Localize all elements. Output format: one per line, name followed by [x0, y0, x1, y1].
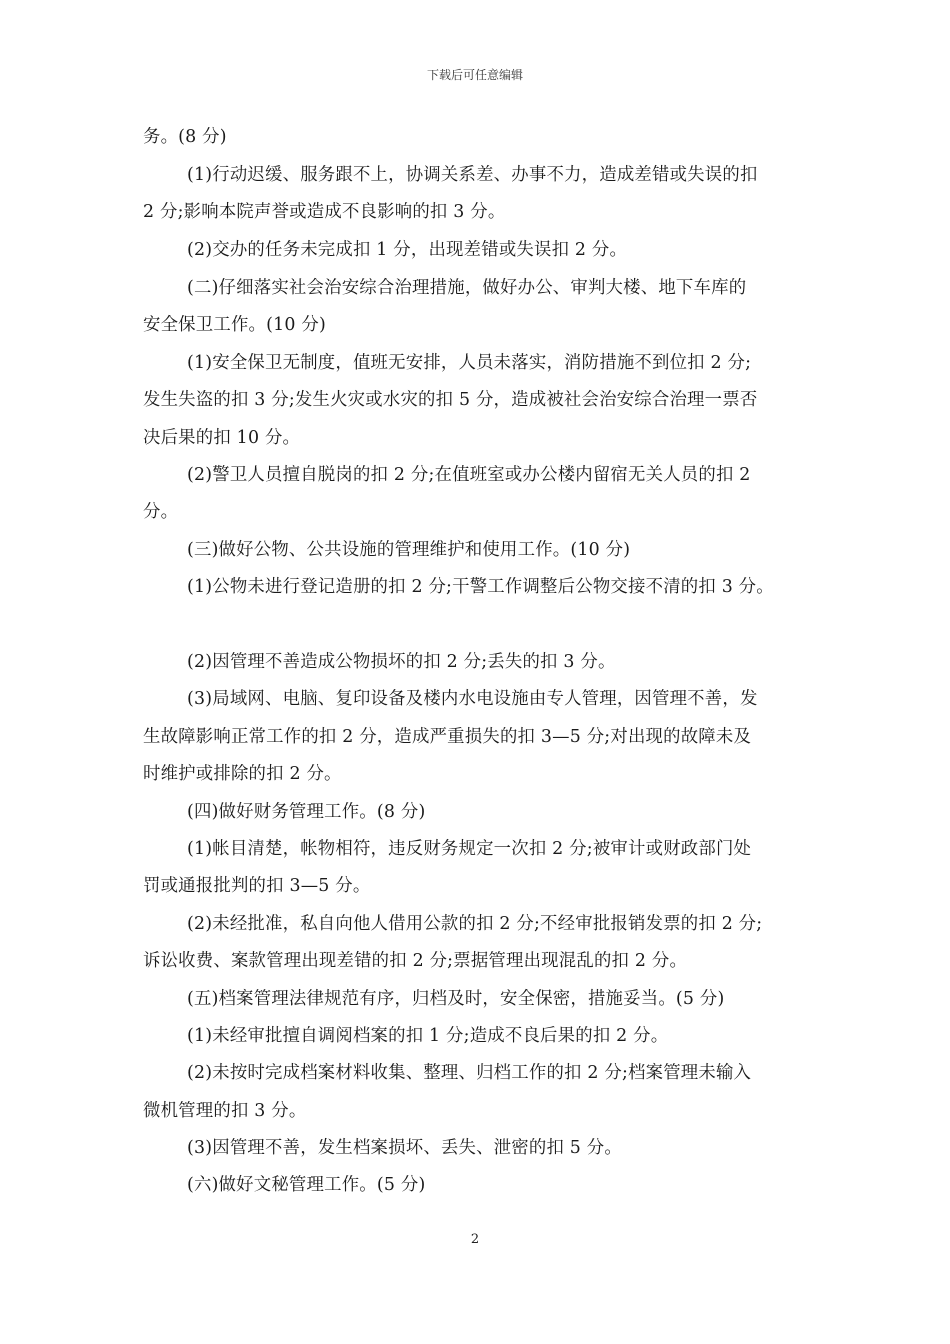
text-line: (2)因管理不善造成公物损坏的扣 2 分;丢失的扣 3 分。 — [187, 652, 616, 672]
text-line: 诉讼收费、案款管理出现差错的扣 2 分;票据管理出现混乱的扣 2 分。 — [143, 951, 688, 971]
text-line: (3)因管理不善，发生档案损坏、丢失、泄密的扣 5 分。 — [187, 1138, 622, 1158]
text-line: (2)未经批准，私自向他人借用公款的扣 2 分;不经审批报销发票的扣 2 分; — [187, 914, 763, 934]
text-line: (六)做好文秘管理工作。(5 分) — [187, 1175, 426, 1195]
page-header: 下载后可任意编辑 — [426, 68, 523, 82]
text-line: (2)警卫人员擅自脱岗的扣 2 分;在值班室或办公楼内留宿无关人员的扣 2 — [187, 465, 751, 485]
text-line: (二)仔细落实社会治安综合治理措施，做好办公、审判大楼、地下车库的 — [187, 278, 747, 298]
text-line: 生故障影响正常工作的扣 2 分，造成严重损失的扣 3—5 分;对出现的故障未及 — [143, 727, 752, 747]
text-line: (2)未按时完成档案材料收集、整理、归档工作的扣 2 分;档案管理未输入 — [187, 1063, 752, 1083]
text-line: (四)做好财务管理工作。(8 分) — [187, 802, 426, 822]
text-line: (五)档案管理法律规范有序，归档及时，安全保密，措施妥当。(5 分) — [187, 989, 725, 1009]
text-line: 时维护或排除的扣 2 分。 — [143, 764, 342, 784]
text-line: (1)安全保卫无制度，值班无安排，人员未落实，消防措施不到位扣 2 分; — [187, 353, 752, 373]
text-line: 微机管理的扣 3 分。 — [143, 1101, 307, 1121]
text-line: 罚或通报批判的扣 3—5 分。 — [143, 876, 371, 896]
text-line: 安全保卫工作。(10 分) — [143, 315, 326, 335]
text-line: (2)交办的任务未完成扣 1 分，出现差错或失误扣 2 分。 — [187, 240, 628, 260]
text-line: 发生失盗的扣 3 分;发生火灾或水灾的扣 5 分，造成被社会治安综合治理一票否 — [143, 390, 758, 410]
text-line: 分。 — [143, 502, 179, 522]
page-number: 2 — [470, 1232, 480, 1247]
text-line: (三)做好公物、公共设施的管理维护和使用工作。(10 分) — [187, 540, 631, 560]
text-line: (1)行动迟缓、服务跟不上，协调关系差、办事不力，造成差错或失误的扣 — [187, 165, 758, 185]
text-line: (1)公物未进行登记造册的扣 2 分;干警工作调整后公物交接不清的扣 3 分。 — [187, 577, 774, 597]
text-line: (3)局域网、电脑、复印设备及楼内水电设施由专人管理，因管理不善，发 — [187, 689, 758, 709]
text-line: (1)未经审批擅自调阅档案的扣 1 分;造成不良后果的扣 2 分。 — [187, 1026, 669, 1046]
text-line: 务。(8 分) — [143, 127, 227, 147]
text-line: 2 分;影响本院声誉或造成不良影响的扣 3 分。 — [143, 202, 506, 222]
text-line: 决后果的扣 10 分。 — [143, 428, 301, 448]
text-line: (1)帐目清楚，帐物相符，违反财务规定一次扣 2 分;被审计或财政部门处 — [187, 839, 752, 859]
